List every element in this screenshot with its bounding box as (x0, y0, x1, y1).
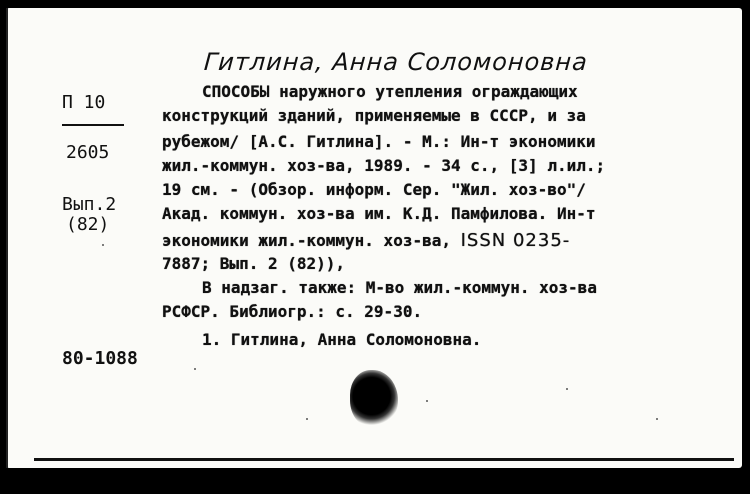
entry-line-3: рубежом/ [А.С. Гитлина]. - М.: Ин-т экономики (162, 132, 596, 151)
shelf-mark: П 10 (62, 92, 106, 113)
speck (656, 418, 658, 420)
bottom-rule (34, 458, 734, 461)
entry-line-7-text: экономики жил.-коммун. хоз-ва, (162, 231, 451, 250)
entry-line-7 (162, 230, 570, 251)
entry-line-5: 19 см. - (Обзор. информ. Сер. "Жил. хоз-во"/ (162, 180, 586, 199)
entry-line-11: 1. Гитлина, Анна Соломоновна. (202, 330, 482, 349)
speck (566, 388, 568, 390)
series-number: (82) (66, 214, 110, 235)
entry-line-2: конструкций зданий, применяемые в СССР, и за (162, 106, 586, 125)
card-edge (6, 8, 8, 468)
speck (426, 400, 428, 402)
entry-line-9: В надзаг. также: М-во жил.-коммун. хоз-ва (202, 278, 597, 297)
handwritten-author: Гитлина, Анна Соломоновна (203, 48, 589, 76)
catalog-card (6, 8, 742, 468)
accession-number: 80-1088 (62, 348, 138, 369)
speck (102, 244, 104, 246)
inventory-number: 2605 (66, 142, 110, 163)
speck (194, 368, 196, 370)
entry-line-4: жил.-коммун. хоз-ва, 1989. - 34 с., [3] л.ил.; (162, 156, 606, 175)
entry-line-6: Акад. коммун. хоз-ва им. К.Д. Памфилова. Ин-т (162, 204, 596, 223)
shelf-mark-underline (62, 124, 124, 126)
series-issue: Вып.2 (62, 194, 117, 215)
entry-line-10: РСФСР. Библиогр.: с. 29-30. (162, 302, 423, 321)
entry-line-8: 7887; Вып. 2 (82)), (162, 254, 346, 273)
speck (306, 418, 308, 420)
issn-handwritten: ISSN 0235- (460, 230, 571, 251)
ink-blot (350, 370, 398, 428)
entry-line-1: СПОСОБЫ наружного утепления ограждающих (202, 82, 578, 101)
